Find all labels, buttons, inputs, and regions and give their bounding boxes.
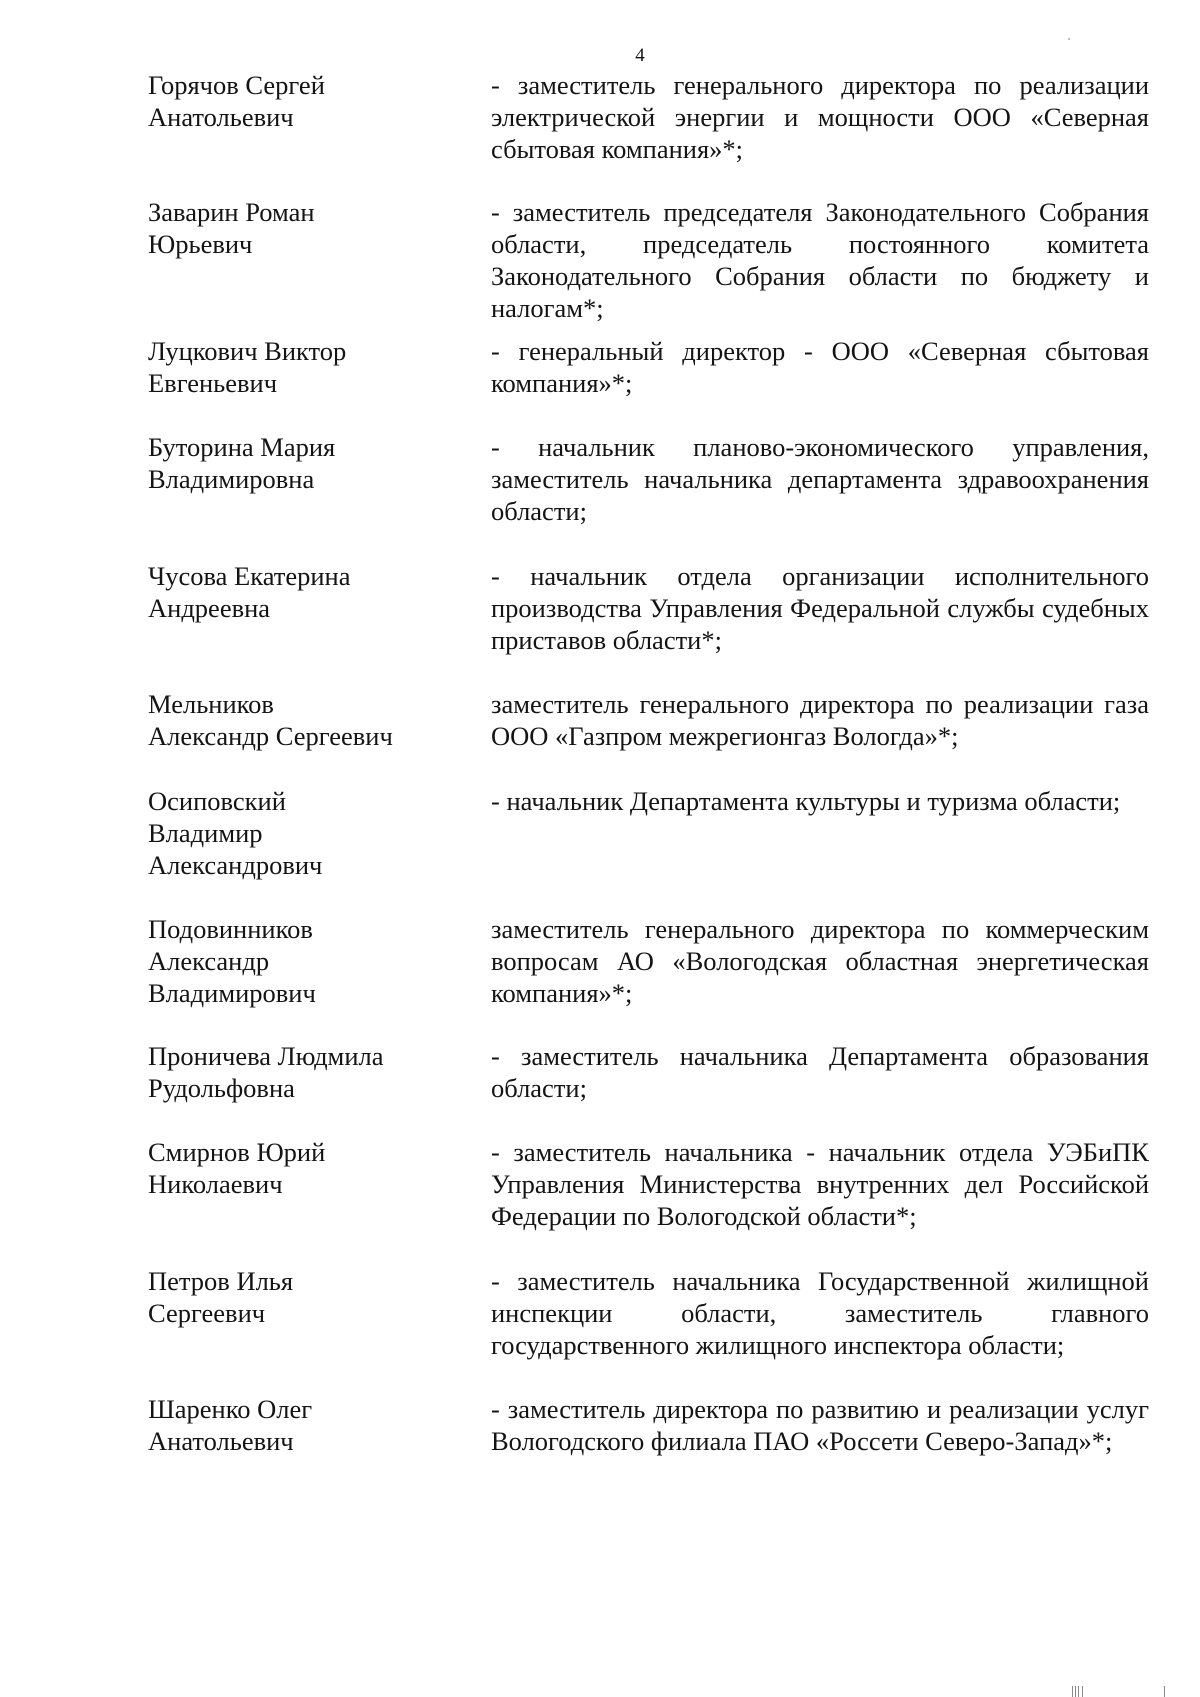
member-position: заместитель генерального директора по реализации газа ООО «Газпром межрегионгаз Вологда»*; xyxy=(491,689,1149,751)
member-name: Петров Илья Сергеевич xyxy=(148,1266,294,1328)
member-position: - начальник планово-экономического управления, заместитель начальника департамента здравоохранения области; xyxy=(491,432,1149,526)
member-position: - заместитель председателя Законодательного Собрания области, председатель постоянного комитета Законодательного Собрания области по бюджету и налогам*; xyxy=(491,197,1149,323)
member-position: - генеральный директор - ООО «Северная сбытовая компания»*; xyxy=(491,336,1149,398)
member-name: Заварин Роман Юрьевич xyxy=(148,197,315,259)
scan-mark xyxy=(1068,38,1070,40)
page-number: 4 xyxy=(635,45,645,66)
scan-mark xyxy=(1072,1685,1172,1697)
member-name: Проничева Людмила Рудольфовна xyxy=(148,1041,384,1103)
member-name: Луцкович Виктор Евгеньевич xyxy=(148,336,347,398)
member-position: - заместитель начальника Государственной жилищной инспекции области, заместитель главного государственного жилищного инспектора области; xyxy=(491,1266,1149,1360)
member-name: Осиповский Владимир Александрович xyxy=(148,786,323,880)
member-position: заместитель генерального директора по коммерческим вопросам АО «Вологодская областная энергетическая компания»*; xyxy=(491,914,1149,1008)
member-position: - заместитель начальника Департамента образования области; xyxy=(491,1041,1149,1103)
member-position: - начальник отдела организации исполнительного производства Управления Федеральной службы судебных приставов области*; xyxy=(491,561,1149,655)
member-name: Чусова Екатерина Андреевна xyxy=(148,561,351,623)
member-name: Мельников Александр Сергеевич xyxy=(148,689,393,751)
member-name: Буторина Мария Владимировна xyxy=(148,432,336,494)
member-position: - заместитель генерального директора по реализации электрической энергии и мощности ООО «Северная сбытовая компания»*; xyxy=(491,70,1149,164)
member-name: Горячов Сергей Анатольевич xyxy=(148,70,325,132)
member-name: Шаренко Олег Анатольевич xyxy=(148,1394,313,1456)
member-name: Смирнов Юрий Николаевич xyxy=(148,1137,326,1199)
member-name: Подовинников Александр Владимирович xyxy=(148,914,316,1008)
member-position: - начальник Департамента культуры и туризма области; xyxy=(491,786,1121,816)
member-position: - заместитель начальника - начальник отдела УЭБиПК Управления Министерства внутренних дел Российской Федерации по Вологодской области*; xyxy=(491,1137,1149,1231)
member-position: - заместитель директора по развитию и реализации услуг Вологодского филиала ПАО «Россети Северо-Запад»*; xyxy=(491,1394,1149,1456)
